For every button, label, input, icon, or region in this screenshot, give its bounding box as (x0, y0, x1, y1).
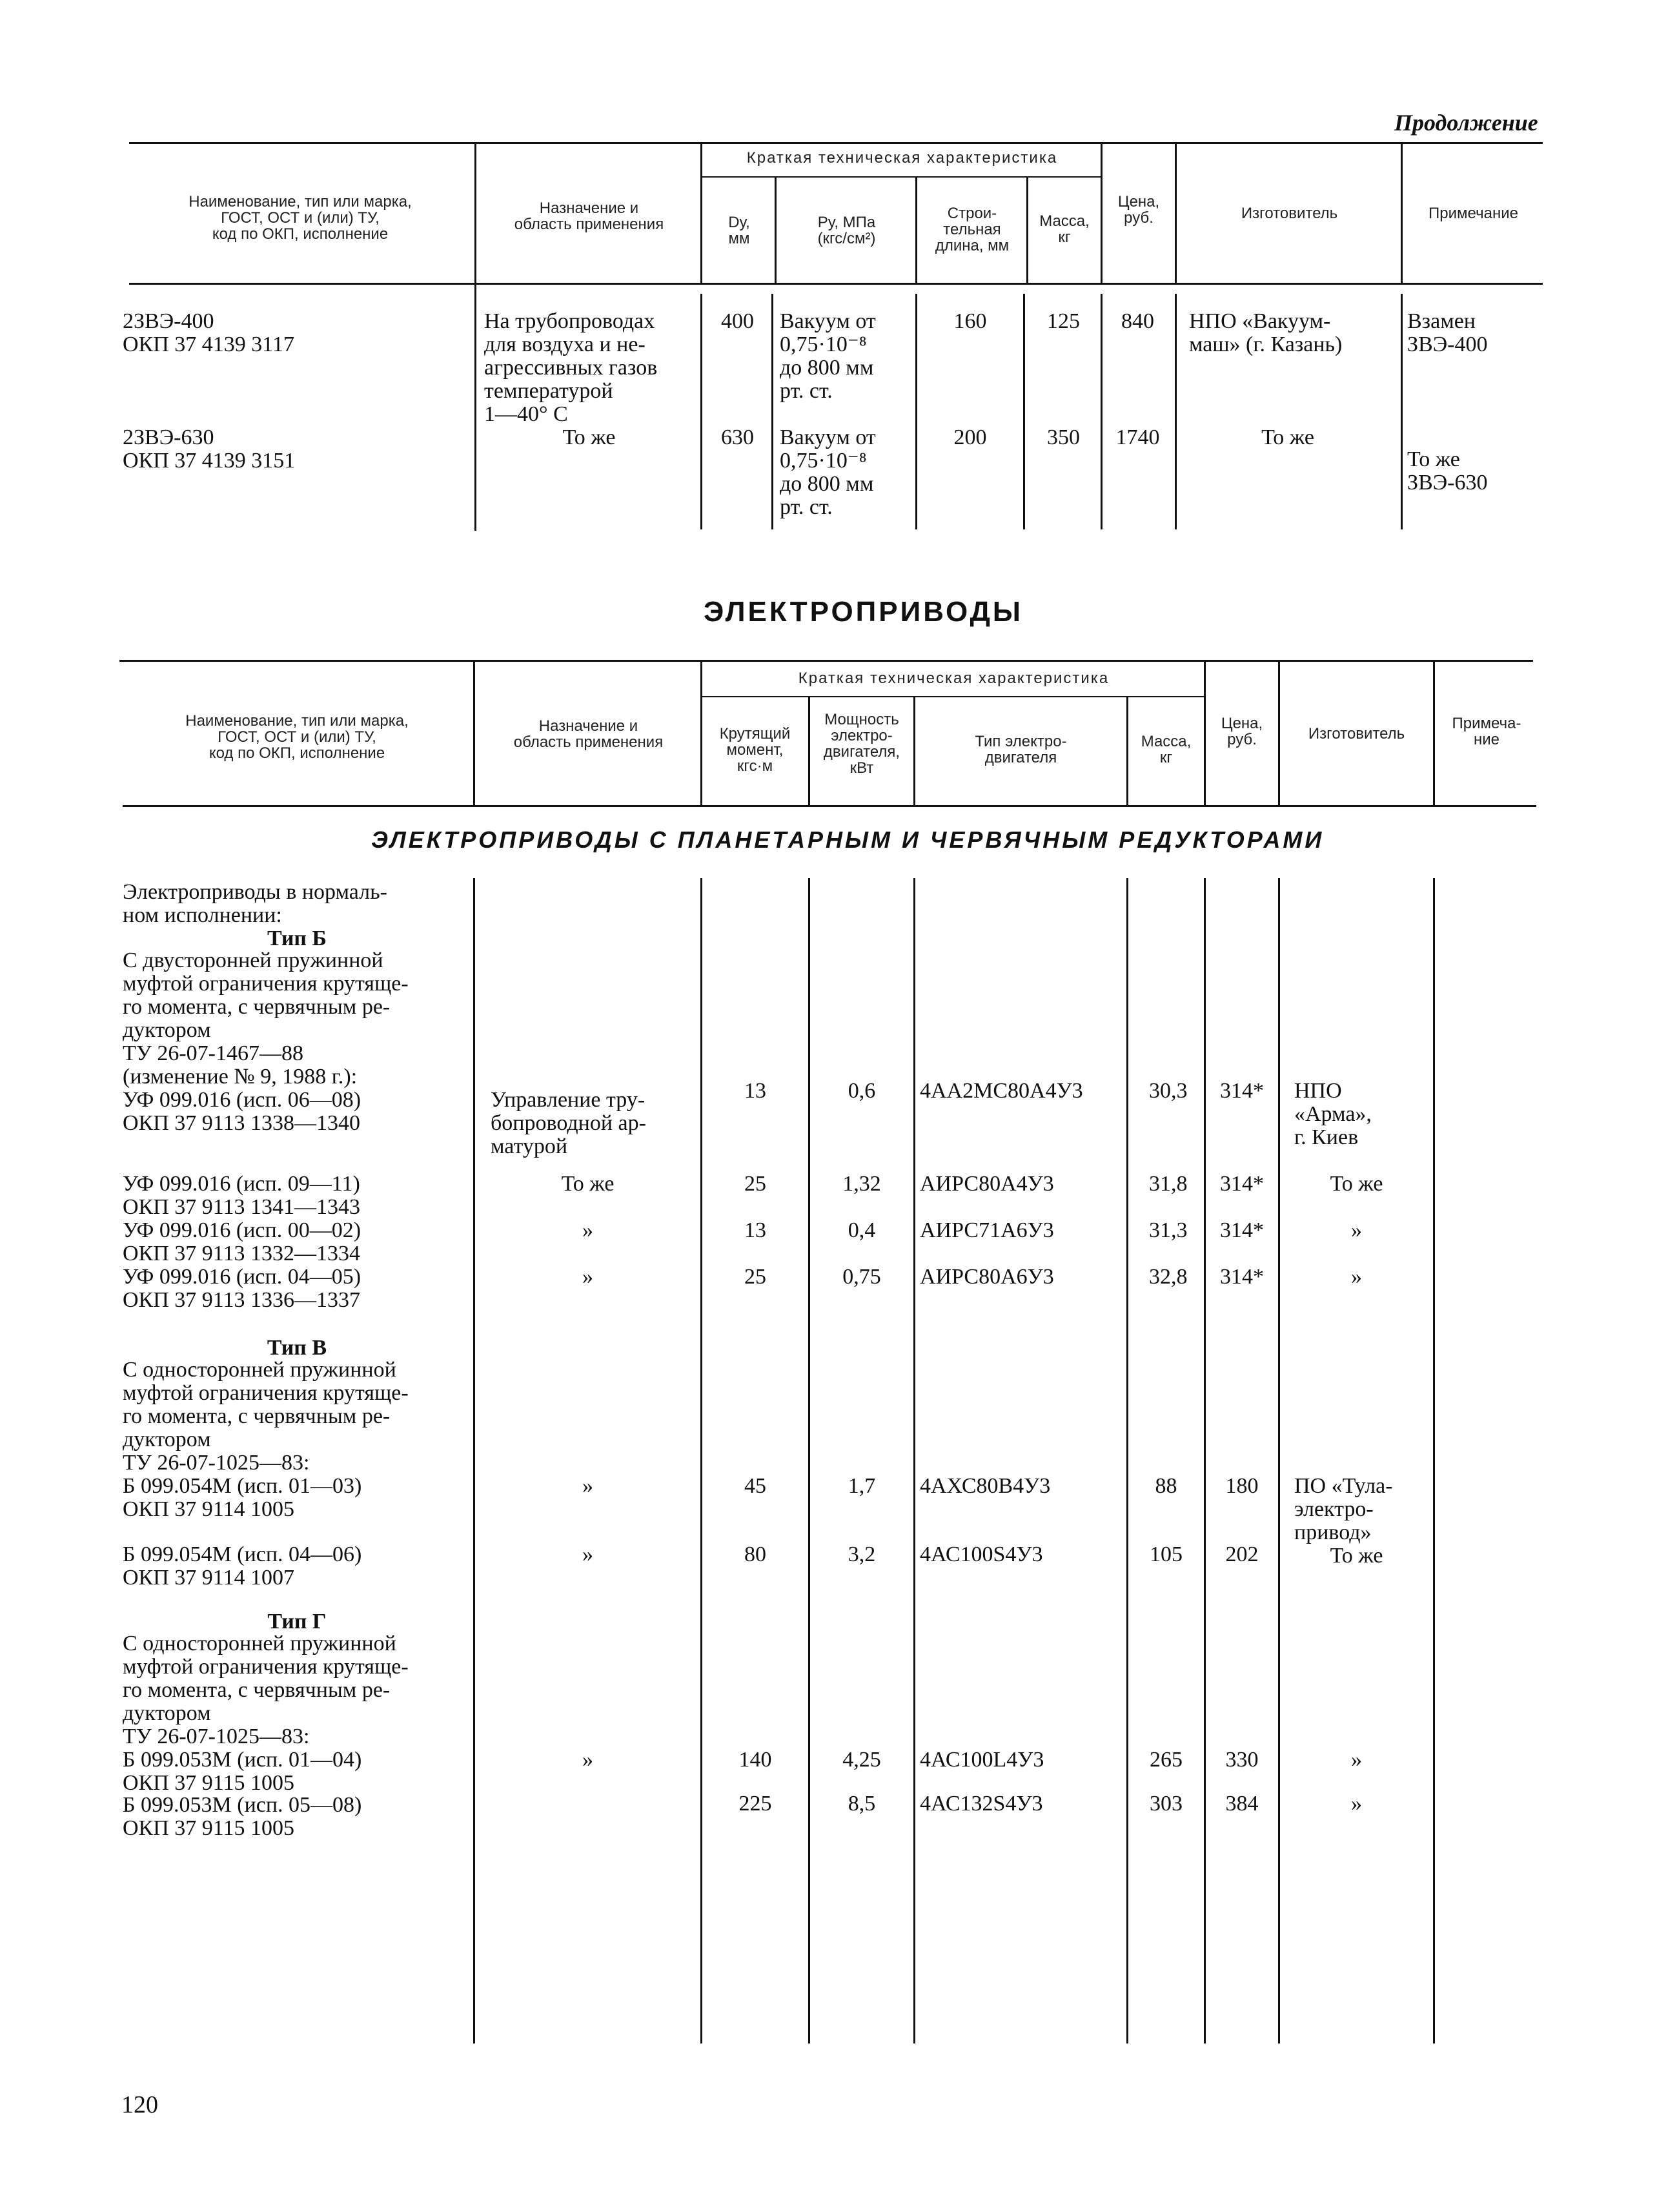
rule (775, 178, 777, 283)
t1-row2-mass: 350 (1047, 425, 1080, 449)
t2-row-power: 0,75 (842, 1265, 881, 1289)
t1-row1-length: 160 (953, 309, 987, 333)
t2-row-name: УФ 099.016 (исп. 04—05) ОКП 37 9113 1336—1337 (123, 1265, 361, 1312)
rule (700, 143, 702, 283)
t2-header-group: Краткая техническая характеристика (798, 670, 1110, 687)
section-title: ЭЛЕКТРОПРИВОДЫ (704, 596, 1024, 628)
t2-row-name: Б 099.053М (исп. 01—04) ОКП 37 9115 1005 (123, 1748, 362, 1795)
t1-header-group: Краткая техническая характеристика (746, 149, 1058, 167)
t2-header-name: Наименование, тип или марка, ГОСТ, ОСТ и (или) ТУ, код по ОКП, исполнение (185, 712, 409, 762)
t2-header-motor: Тип электро- двигателя (975, 733, 1067, 766)
t2-row-torque: 80 (744, 1542, 766, 1566)
t2-row-purpose: » (582, 1265, 593, 1289)
t1-row1-purpose: На трубопроводах для воздуха и не- агрессивных газов температурой 1—40° С (484, 309, 658, 426)
rule (129, 142, 1543, 144)
t2-row-maker: НПО «Арма», г. Киев (1294, 1079, 1372, 1149)
rule (700, 176, 1101, 178)
t2-row-purpose: » (582, 1218, 593, 1242)
rule (123, 805, 1536, 807)
t2-row-torque: 45 (744, 1474, 766, 1498)
t2-row-motor: АИРС80А4У3 (920, 1172, 1054, 1196)
t2-row-name: УФ 099.016 (исп. 06—08) ОКП 37 9113 1338—1340 (123, 1088, 361, 1135)
type-g-title: Тип Г (267, 1610, 327, 1633)
rule (700, 294, 702, 529)
t2-row-motor: 4АС100S4У3 (920, 1542, 1043, 1566)
t2-row-power: 0,4 (848, 1218, 876, 1242)
t2-row-price: 314* (1220, 1265, 1264, 1289)
type-v-desc: С односторонней пружинной муфтой ограничения крутяще- го момента, с червячным ре- дуктором ТУ 26-07-1025—83: (123, 1358, 409, 1475)
t2-row-name: УФ 099.016 (исп. 00—02) ОКП 37 9113 1332—1334 (123, 1218, 361, 1265)
t2-row-mass: 105 (1150, 1542, 1183, 1566)
t2-row-name: Б 099.054М (исп. 04—06) ОКП 37 9114 1007 (123, 1542, 362, 1590)
t2-row-purpose: » (582, 1474, 593, 1498)
t1-row2-price: 1740 (1115, 425, 1160, 449)
rule (700, 696, 1204, 697)
rule (473, 878, 475, 2043)
t1-header-purpose: Назначение и область применения (514, 200, 664, 233)
type-b-desc: С двусторонней пружинной муфтой ограничения крутяще- го момента, с червячным ре- дуктором ТУ 26-07-1467—88 (изменение № 9, 1988 г.): (123, 948, 409, 1089)
t2-row-price: 314* (1220, 1172, 1264, 1196)
t2-header-power: Мощность электро- двигателя, кВт (823, 711, 900, 777)
t1-header-dy: Dу, мм (728, 214, 750, 247)
rule (119, 660, 1533, 662)
t2-row-mass: 265 (1150, 1748, 1183, 1772)
t1-row2-note: То же ЗВЭ-630 (1407, 447, 1488, 495)
t2-row-name: Б 099.053М (исп. 05—08) ОКП 37 9115 1005 (123, 1793, 362, 1840)
t1-header-mass: Масса, кг (1039, 212, 1090, 246)
t2-row-purpose: Управление тру- бопроводной ар- матурой (491, 1088, 646, 1158)
rule (1175, 294, 1177, 529)
rule (474, 143, 476, 531)
t2-row-torque: 25 (744, 1265, 766, 1289)
t2-row-motor: 4АС132S4У3 (920, 1792, 1043, 1816)
t2-row-price: 330 (1225, 1748, 1259, 1772)
t2-row-torque: 13 (744, 1218, 766, 1242)
t2-row-torque: 13 (744, 1079, 766, 1103)
t2-header-note: Примеча- ние (1452, 715, 1521, 748)
rule (473, 661, 475, 805)
rule (700, 878, 702, 2043)
t2-row-maker: » (1351, 1218, 1362, 1242)
t2-row-power: 3,2 (848, 1542, 876, 1566)
t2-row-maker: » (1351, 1792, 1362, 1816)
t1-row2-name: 2ЗВЭ-630 ОКП 37 4139 3151 (123, 425, 296, 473)
t2-header-mass: Масса, кг (1141, 733, 1192, 766)
t2-row-price: 384 (1225, 1792, 1259, 1816)
t1-row2-dy: 630 (721, 425, 754, 449)
t1-row2-purpose: То же (562, 425, 616, 449)
rule (1401, 143, 1403, 283)
rule (808, 878, 810, 2043)
rule (1175, 143, 1177, 283)
rule (915, 178, 917, 283)
t1-row1-py: Вакуум от 0,75·10⁻⁸ до 800 мм рт. ст. (780, 309, 876, 403)
t2-row-motor: 4АА2МС80А4У3 (920, 1079, 1083, 1103)
t1-row2-length: 200 (953, 425, 987, 449)
t1-row1-mass: 125 (1047, 309, 1080, 333)
type-b-title: Тип Б (267, 927, 327, 950)
t2-header-maker: Изготовитель (1308, 725, 1405, 742)
t1-header-maker: Изготовитель (1241, 205, 1338, 222)
t2-row-price: 180 (1225, 1474, 1259, 1498)
rule (1278, 878, 1280, 2043)
t2-row-motor: АИРС80А6У3 (920, 1265, 1054, 1289)
t2-row-power: 1,7 (848, 1474, 876, 1498)
t2-row-motor: 4АС100L4У3 (920, 1748, 1044, 1772)
t2-row-power: 8,5 (848, 1792, 876, 1816)
t2-row-maker: То же (1330, 1544, 1383, 1568)
t2-row-maker: » (1351, 1748, 1362, 1772)
t2-row-price: 202 (1225, 1542, 1259, 1566)
t1-header-note: Примечание (1428, 205, 1518, 222)
t2-row-mass: 303 (1150, 1792, 1183, 1816)
t1-header-length: Строи- тельная длина, мм (935, 205, 1010, 254)
t2-header-price: Цена, руб. (1221, 715, 1263, 748)
t2-row-torque: 25 (744, 1172, 766, 1196)
t1-header-py: Pу, МПа (кгс/см²) (817, 214, 876, 247)
t2-row-power: 4,25 (842, 1748, 881, 1772)
t1-row2-py: Вакуум от 0,75·10⁻⁸ до 800 мм рт. ст. (780, 425, 876, 519)
t1-header-price: Цена, руб. (1117, 193, 1160, 227)
t1-row2-maker: То же (1261, 425, 1314, 449)
t1-row1-name: 2ЗВЭ-400 ОКП 37 4139 3117 (123, 309, 295, 356)
t2-row-purpose: » (582, 1748, 593, 1772)
t1-row1-price: 840 (1121, 309, 1154, 333)
rule (1126, 878, 1128, 2043)
t2-row-motor: АИРС71А6У3 (920, 1218, 1054, 1242)
t2-header-purpose: Назначение и область применения (513, 717, 664, 751)
rule (1204, 878, 1206, 2043)
t2-row-maker: ПО «Тула- электро- привод» (1294, 1474, 1393, 1544)
t2-row-power: 1,32 (842, 1172, 881, 1196)
page-number: 120 (121, 2091, 158, 2118)
t1-row1-note: Взамен ЗВЭ-400 (1407, 309, 1488, 356)
t2-row-mass: 31,8 (1149, 1172, 1188, 1196)
t2-row-name: УФ 099.016 (исп. 09—11) ОКП 37 9113 1341—1343 (123, 1172, 361, 1219)
t2-row-purpose: » (582, 1542, 593, 1566)
t2-row-maker: » (1351, 1265, 1362, 1289)
t2-row-mass: 30,3 (1149, 1079, 1188, 1103)
intro-text: Электроприводы в нормаль- ном исполнении: (123, 880, 387, 927)
rule (1433, 878, 1435, 2043)
t2-header-torque: Крутящий момент, кгс·м (719, 725, 791, 775)
t2-row-price: 314* (1220, 1079, 1264, 1103)
rule (1401, 294, 1403, 529)
t2-row-price: 314* (1220, 1218, 1264, 1242)
rule (129, 283, 1543, 285)
t2-row-purpose: То же (561, 1172, 615, 1196)
rule (771, 294, 773, 529)
subsection-title: ЭЛЕКТРОПРИВОДЫ С ПЛАНЕТАРНЫМ И ЧЕРВЯЧНЫМ РЕДУКТОРАМИ (371, 826, 1325, 853)
t2-row-motor: 4АХС80В4У3 (920, 1474, 1051, 1498)
t2-row-torque: 140 (738, 1748, 772, 1772)
t2-row-mass: 32,8 (1149, 1265, 1188, 1289)
type-g-desc: С односторонней пружинной муфтой ограничения крутяще- го момента, с червячным ре- дуктором ТУ 26-07-1025—83: (123, 1632, 409, 1748)
t2-row-torque: 225 (738, 1792, 772, 1816)
rule (913, 878, 915, 2043)
t1-row1-dy: 400 (721, 309, 754, 333)
t2-row-mass: 88 (1155, 1474, 1177, 1498)
type-v-title: Тип В (267, 1336, 327, 1360)
continuation-label: Продолжение (1394, 110, 1538, 136)
t1-row1-maker: НПО «Вакуум- маш» (г. Казань) (1189, 309, 1343, 356)
t2-row-maker: То же (1330, 1172, 1383, 1196)
t2-row-name: Б 099.054М (исп. 01—03) ОКП 37 9114 1005 (123, 1474, 362, 1521)
t2-row-power: 0,6 (848, 1079, 876, 1103)
t1-header-name: Наименование, тип или марка, ГОСТ, ОСТ и (или) ТУ, код по ОКП, исполнение (188, 193, 412, 243)
t2-row-mass: 31,3 (1149, 1218, 1188, 1242)
